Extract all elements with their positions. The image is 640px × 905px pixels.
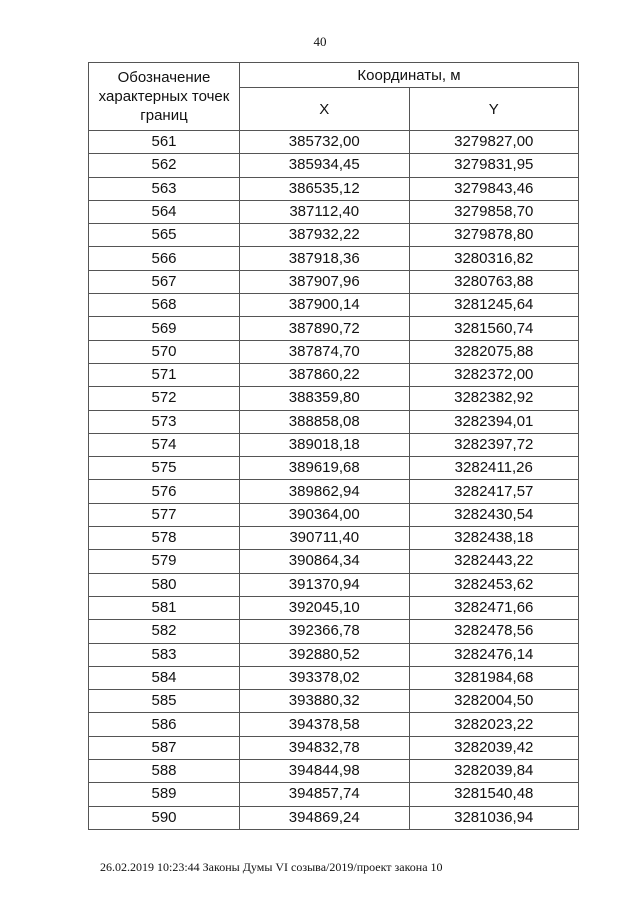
x-coordinate-cell: 387932,22 xyxy=(240,224,410,247)
y-coordinate-cell: 3281540,48 xyxy=(409,783,579,806)
table-row xyxy=(89,527,579,550)
x-coordinate-cell: 389018,18 xyxy=(240,433,410,456)
x-coordinate-cell: 387918,36 xyxy=(240,247,410,270)
table-row xyxy=(89,736,579,759)
point-cell: 572 xyxy=(89,387,240,410)
page-number: 40 xyxy=(313,34,327,49)
table-row xyxy=(89,363,579,386)
table-row xyxy=(89,573,579,596)
table-row xyxy=(89,713,579,736)
table-body xyxy=(89,131,579,830)
point-cell: 582 xyxy=(89,620,240,643)
point-cell: 569 xyxy=(89,317,240,340)
y-coordinate-cell: 3279858,70 xyxy=(409,200,579,223)
point-cell: 567 xyxy=(89,270,240,293)
point-cell: 566 xyxy=(89,247,240,270)
x-coordinate-cell: 394832,78 xyxy=(240,736,410,759)
x-coordinate-cell: 394869,24 xyxy=(240,806,410,829)
point-cell: 588 xyxy=(89,760,240,783)
point-column-header: Обозначение характерных точек границ xyxy=(89,63,240,131)
point-cell: 575 xyxy=(89,457,240,480)
table-row xyxy=(89,317,579,340)
x-coordinate-cell: 390364,00 xyxy=(240,503,410,526)
table-row xyxy=(89,643,579,666)
y-coordinate-cell: 3280316,82 xyxy=(409,247,579,270)
y-coordinate-cell: 3282023,22 xyxy=(409,713,579,736)
point-cell: 584 xyxy=(89,666,240,689)
y-coordinate-cell: 3282004,50 xyxy=(409,690,579,713)
table-row xyxy=(89,177,579,200)
y-coordinate-cell: 3279827,00 xyxy=(409,131,579,154)
footer-stamp: 26.02.2019 10:23:44 Законы Думы VI созыва/2019/проект закона 10 xyxy=(100,860,443,874)
point-cell: 570 xyxy=(89,340,240,363)
x-coordinate-cell: 393378,02 xyxy=(240,666,410,689)
point-cell: 587 xyxy=(89,736,240,759)
table-row xyxy=(89,200,579,223)
table-row xyxy=(89,387,579,410)
point-cell: 564 xyxy=(89,200,240,223)
point-cell: 580 xyxy=(89,573,240,596)
x-coordinate-cell: 388858,08 xyxy=(240,410,410,433)
point-cell: 585 xyxy=(89,690,240,713)
coordinates-header: Координаты, м xyxy=(240,63,579,88)
x-coordinate-cell: 387860,22 xyxy=(240,363,410,386)
table-row xyxy=(89,620,579,643)
table-row xyxy=(89,154,579,177)
x-coordinate-cell: 388359,80 xyxy=(240,387,410,410)
point-cell: 581 xyxy=(89,596,240,619)
table-row xyxy=(89,433,579,456)
x-coordinate-cell: 386535,12 xyxy=(240,177,410,200)
y-coordinate-cell: 3282394,01 xyxy=(409,410,579,433)
table-row xyxy=(89,131,579,154)
point-cell: 573 xyxy=(89,410,240,433)
y-coordinate-cell: 3280763,88 xyxy=(409,270,579,293)
y-coordinate-cell: 3282397,72 xyxy=(409,433,579,456)
x-coordinate-cell: 392880,52 xyxy=(240,643,410,666)
x-coordinate-cell: 390864,34 xyxy=(240,550,410,573)
y-coordinate-cell: 3281245,64 xyxy=(409,294,579,317)
x-coordinate-cell: 387900,14 xyxy=(240,294,410,317)
x-coordinate-cell: 387890,72 xyxy=(240,317,410,340)
y-coordinate-cell: 3282476,14 xyxy=(409,643,579,666)
x-coordinate-cell: 394378,58 xyxy=(240,713,410,736)
point-cell: 565 xyxy=(89,224,240,247)
y-coordinate-cell: 3281036,94 xyxy=(409,806,579,829)
table-row xyxy=(89,690,579,713)
point-cell: 574 xyxy=(89,433,240,456)
point-cell: 577 xyxy=(89,503,240,526)
table-row xyxy=(89,783,579,806)
table-row xyxy=(89,480,579,503)
y-coordinate-cell: 3282075,88 xyxy=(409,340,579,363)
table-row xyxy=(89,503,579,526)
point-cell: 571 xyxy=(89,363,240,386)
y-coordinate-cell: 3279831,95 xyxy=(409,154,579,177)
table-row xyxy=(89,224,579,247)
table-row xyxy=(89,596,579,619)
point-cell: 590 xyxy=(89,806,240,829)
point-cell: 589 xyxy=(89,783,240,806)
x-coordinate-cell: 387907,96 xyxy=(240,270,410,293)
x-coordinate-cell: 391370,94 xyxy=(240,573,410,596)
point-cell: 583 xyxy=(89,643,240,666)
y-coordinate-cell: 3282372,00 xyxy=(409,363,579,386)
x-column-header: X xyxy=(240,88,410,131)
table-row xyxy=(89,270,579,293)
y-coordinate-cell: 3282411,26 xyxy=(409,457,579,480)
y-coordinate-cell: 3282438,18 xyxy=(409,527,579,550)
point-cell: 579 xyxy=(89,550,240,573)
x-coordinate-cell: 392045,10 xyxy=(240,596,410,619)
table-row xyxy=(89,247,579,270)
table-row xyxy=(89,294,579,317)
x-coordinate-cell: 389862,94 xyxy=(240,480,410,503)
y-coordinate-cell: 3282039,42 xyxy=(409,736,579,759)
x-coordinate-cell: 389619,68 xyxy=(240,457,410,480)
y-coordinate-cell: 3282443,22 xyxy=(409,550,579,573)
coordinates-table xyxy=(88,62,579,830)
point-cell: 578 xyxy=(89,527,240,550)
x-coordinate-cell: 385732,00 xyxy=(240,131,410,154)
x-coordinate-cell: 385934,45 xyxy=(240,154,410,177)
x-coordinate-cell: 392366,78 xyxy=(240,620,410,643)
y-coordinate-cell: 3282417,57 xyxy=(409,480,579,503)
table-row xyxy=(89,666,579,689)
y-coordinate-cell: 3281560,74 xyxy=(409,317,579,340)
y-column-header: Y xyxy=(409,88,579,131)
table-row xyxy=(89,457,579,480)
point-cell: 576 xyxy=(89,480,240,503)
table-row xyxy=(89,806,579,829)
y-coordinate-cell: 3282382,92 xyxy=(409,387,579,410)
point-cell: 563 xyxy=(89,177,240,200)
x-coordinate-cell: 394857,74 xyxy=(240,783,410,806)
x-coordinate-cell: 393880,32 xyxy=(240,690,410,713)
table-row xyxy=(89,760,579,783)
x-coordinate-cell: 387874,70 xyxy=(240,340,410,363)
point-cell: 586 xyxy=(89,713,240,736)
y-coordinate-cell: 3282430,54 xyxy=(409,503,579,526)
y-coordinate-cell: 3282453,62 xyxy=(409,573,579,596)
table-row xyxy=(89,550,579,573)
y-coordinate-cell: 3282039,84 xyxy=(409,760,579,783)
y-coordinate-cell: 3282478,56 xyxy=(409,620,579,643)
x-coordinate-cell: 390711,40 xyxy=(240,527,410,550)
y-coordinate-cell: 3279878,80 xyxy=(409,224,579,247)
point-cell: 561 xyxy=(89,131,240,154)
point-cell: 562 xyxy=(89,154,240,177)
table-row xyxy=(89,340,579,363)
y-coordinate-cell: 3281984,68 xyxy=(409,666,579,689)
x-coordinate-cell: 394844,98 xyxy=(240,760,410,783)
y-coordinate-cell: 3279843,46 xyxy=(409,177,579,200)
point-cell: 568 xyxy=(89,294,240,317)
table-row xyxy=(89,410,579,433)
x-coordinate-cell: 387112,40 xyxy=(240,200,410,223)
y-coordinate-cell: 3282471,66 xyxy=(409,596,579,619)
